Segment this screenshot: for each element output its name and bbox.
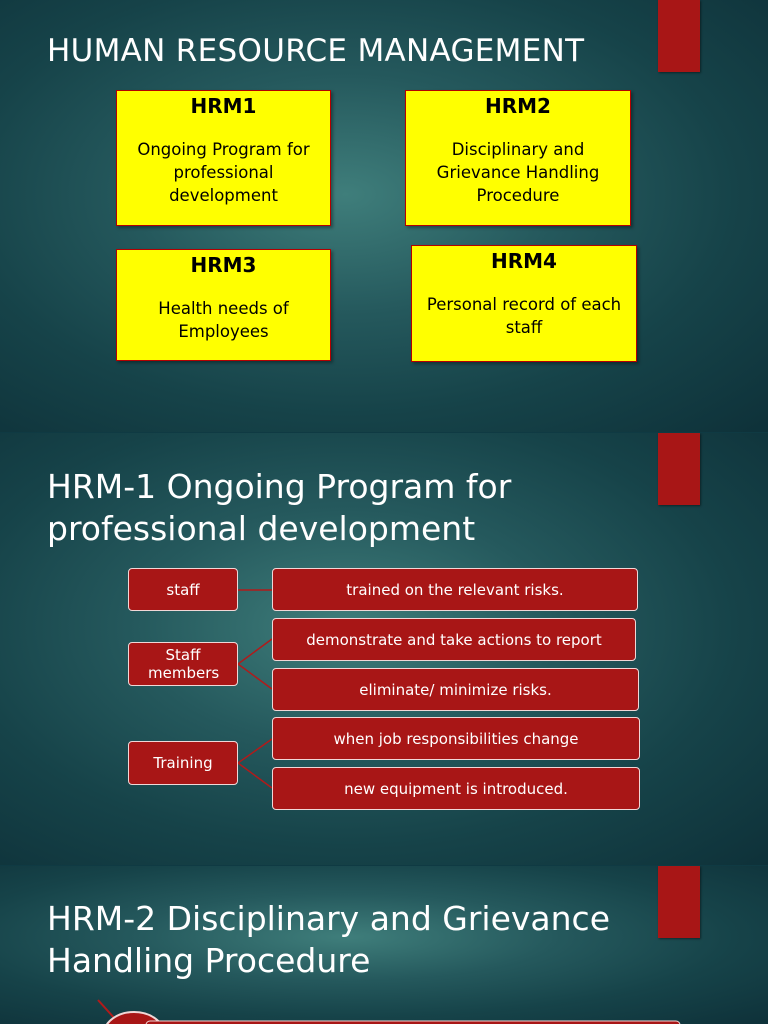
hrm1-box-title: HRM1 [190, 94, 257, 118]
slide-hrm2-detail [0, 866, 768, 1024]
slide-hrm-overview [0, 0, 768, 432]
slide-title: HRM-1 Ongoing Program for professional development [47, 467, 512, 548]
item-demonstrate [272, 618, 636, 661]
hrm1-box-text: Ongoing Program for professional development [137, 140, 310, 205]
item-trained [272, 568, 638, 611]
connector-training-2 [238, 763, 272, 788]
slide3-graphic [0, 866, 768, 1024]
hrm3-box [116, 249, 331, 361]
item-demonstrate-text: demonstrate and take actions to report [306, 630, 602, 649]
hrm2-box-text: Disciplinary and Grievance Handling Procedure [436, 140, 600, 205]
connector-members-2 [238, 664, 272, 689]
slide-title: HRM-2 Disciplinary and Grievance Handling Procedure [47, 899, 610, 980]
item-job-change [272, 717, 640, 760]
label-staff [128, 568, 238, 611]
item-eliminate [272, 668, 639, 711]
connector-training-1 [238, 739, 272, 763]
slide-accent-tab [658, 0, 700, 72]
hrm4-box-text: Personal record of each staff [426, 295, 622, 337]
hrm3-box-title: HRM3 [190, 253, 257, 277]
label-staff-members [128, 642, 238, 686]
connector-members-1 [238, 639, 272, 664]
item-eliminate-text: eliminate/ minimize risks. [359, 680, 552, 699]
slide-title: HUMAN RESOURCE MANAGEMENT [47, 33, 585, 69]
item-new-equipment-text: new equipment is introduced. [344, 779, 568, 798]
label-training-text: Training [153, 754, 213, 772]
label-staff-text: staff [166, 580, 200, 599]
item-trained-text: trained on the relevant risks. [346, 580, 564, 599]
hrm1-box [116, 90, 331, 226]
label-training [128, 741, 238, 785]
hrm2-box-title: HRM2 [485, 94, 551, 118]
label-staff-members-text: Staff members [148, 646, 220, 682]
hrm2-box [405, 90, 631, 226]
item-new-equipment [272, 767, 640, 810]
hrm3-box-text: Health needs of Employees [158, 299, 289, 341]
slide-hrm1-detail [0, 433, 768, 865]
hrm4-box-title: HRM4 [491, 249, 557, 273]
hrm4-box [411, 245, 637, 362]
item-job-change-text: when job responsibilities change [333, 729, 579, 748]
